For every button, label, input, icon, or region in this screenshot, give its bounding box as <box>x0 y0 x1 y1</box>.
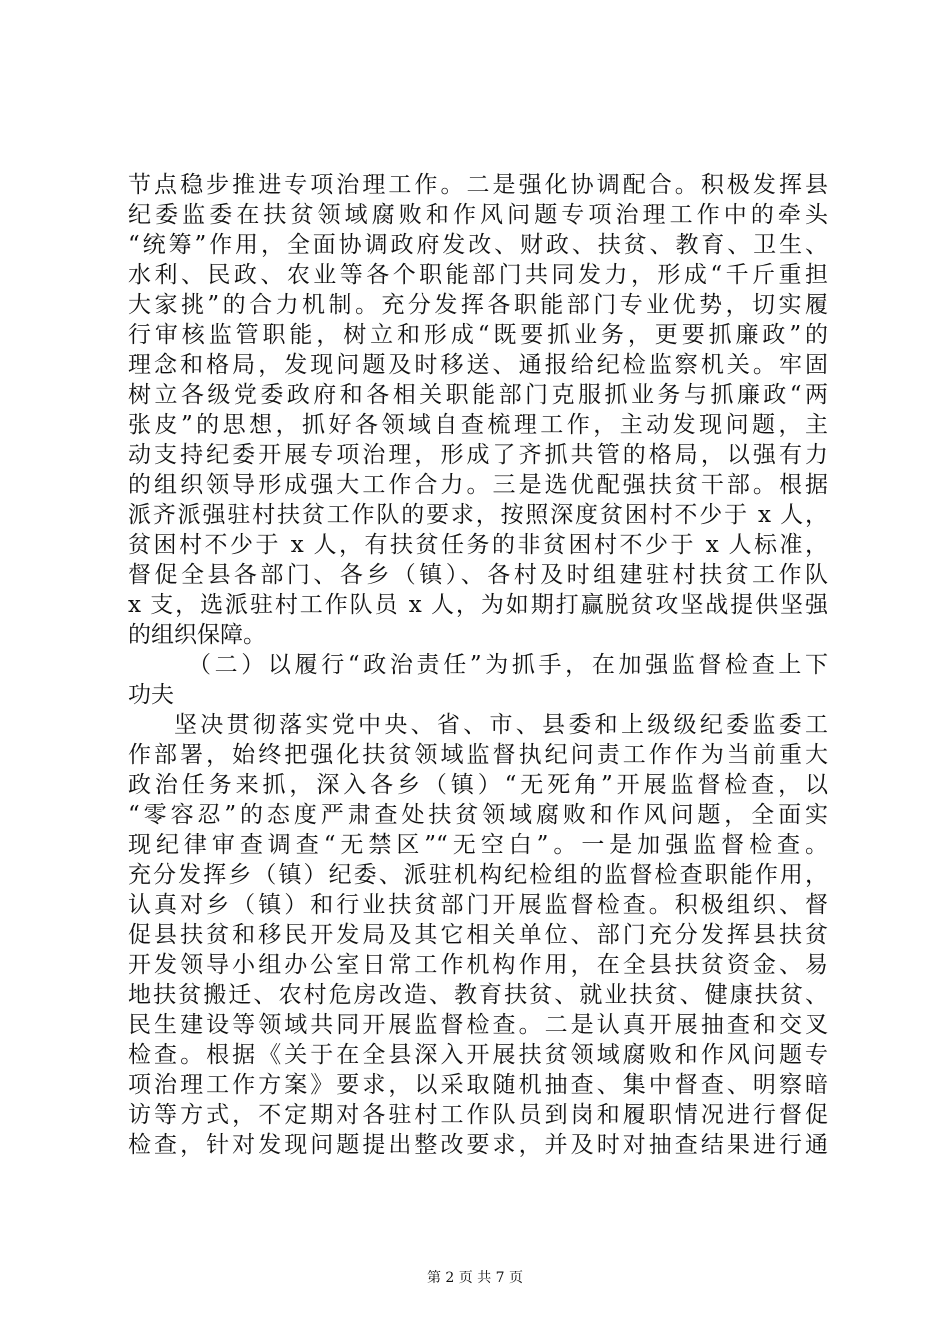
text-line: “统筹”作用，全面协调政府发改、财政、扶贫、教育、卫生、 <box>128 232 828 258</box>
section-heading-continued: 功夫 <box>128 682 174 708</box>
text-line: 大家挑”的合力机制。充分发挥各职能部门专业优势，切实履 <box>128 292 828 318</box>
text-line: 动支持纪委开展专项治理，形成了齐抓共管的格局，以强有力 <box>128 442 828 468</box>
page-number-footer: 第 2 页 共 7 页 <box>426 1270 524 1286</box>
text-line: 检查。根据《关于在全县深入开展扶贫领域腐败和作风问题专 <box>128 1042 828 1068</box>
text-line: 贫困村不少于 x 人，有扶贫任务的非贫困村不少于 x 人标准， <box>128 532 828 558</box>
text-line: 地扶贫搬迁、农村危房改造、教育扶贫、就业扶贫、健康扶贫、 <box>128 982 828 1008</box>
text-line: 充分发挥乡（镇）纪委、派驻机构纪检组的监督检查职能作用， <box>128 862 828 888</box>
text-line: 督促全县各部门、各乡（镇）、各村及时组建驻村扶贫工作队 <box>128 562 828 588</box>
text-line: 节点稳步推进专项治理工作。二是强化协调配合。积极发挥县 <box>128 172 828 198</box>
text-line: 认真对乡（镇）和行业扶贫部门开展监督检查。积极组织、督 <box>128 892 828 918</box>
text-line: 行审核监管职能，树立和形成“既要抓业务，更要抓廉政”的 <box>128 322 828 348</box>
text-line: 纪委监委在扶贫领域腐败和作风问题专项治理工作中的牵头 <box>128 202 828 228</box>
text-line: 民生建设等领域共同开展监督检查。二是认真开展抽查和交叉 <box>128 1012 828 1038</box>
section-heading: （二）以履行“政治责任”为抓手，在加强监督检查上下 <box>188 652 828 678</box>
text-line: 政治任务来抓，深入各乡（镇）“无死角”开展监督检查，以 <box>128 772 828 798</box>
text-line: 坚决贯彻落实党中央、省、市、县委和上级级纪委监委工 <box>174 712 828 738</box>
body-text <box>128 170 828 1160</box>
text-line: 访等方式，不定期对各驻村工作队员到岗和履职情况进行督促 <box>128 1102 828 1128</box>
text-line: 水利、民政、农业等各个职能部门共同发力，形成“千斤重担 <box>128 262 828 288</box>
text-line: 树立各级党委政府和各相关职能部门克服抓业务与抓廉政“两 <box>128 382 828 408</box>
text-line: 开发领导小组办公室日常工作机构作用，在全县扶贫资金、易 <box>128 952 828 978</box>
text-line: 的组织领导形成强大工作合力。三是选优配强扶贫干部。根据 <box>128 472 828 498</box>
text-line: 张皮”的思想，抓好各领域自查梳理工作，主动发现问题，主 <box>128 412 828 438</box>
text-line: 项治理工作方案》要求，以采取随机抽查、集中督查、明察暗 <box>128 1072 828 1098</box>
text-line: 派齐派强驻村扶贫工作队的要求，按照深度贫困村不少于 x 人， <box>128 502 828 528</box>
text-line: 检查，针对发现问题提出整改要求，并及时对抽查结果进行通 <box>128 1132 828 1158</box>
text-line: x 支，选派驻村工作队员 x 人，为如期打赢脱贫攻坚战提供坚强 <box>128 592 828 618</box>
text-line: 的组织保障。 <box>128 622 266 648</box>
text-line: “零容忍”的态度严肃查处扶贫领域腐败和作风问题，全面实 <box>128 802 828 828</box>
text-line: 理念和格局，发现问题及时移送、通报给纪检监察机关。牢固 <box>128 352 828 378</box>
text-line: 促县扶贫和移民开发局及其它相关单位、部门充分发挥县扶贫 <box>128 922 828 948</box>
text-line: 现纪律审查调查“无禁区”“无空白”。一是加强监督检查。 <box>128 832 828 858</box>
text-line: 作部署，始终把强化扶贫领域监督执纪问责工作作为当前重大 <box>128 742 828 768</box>
